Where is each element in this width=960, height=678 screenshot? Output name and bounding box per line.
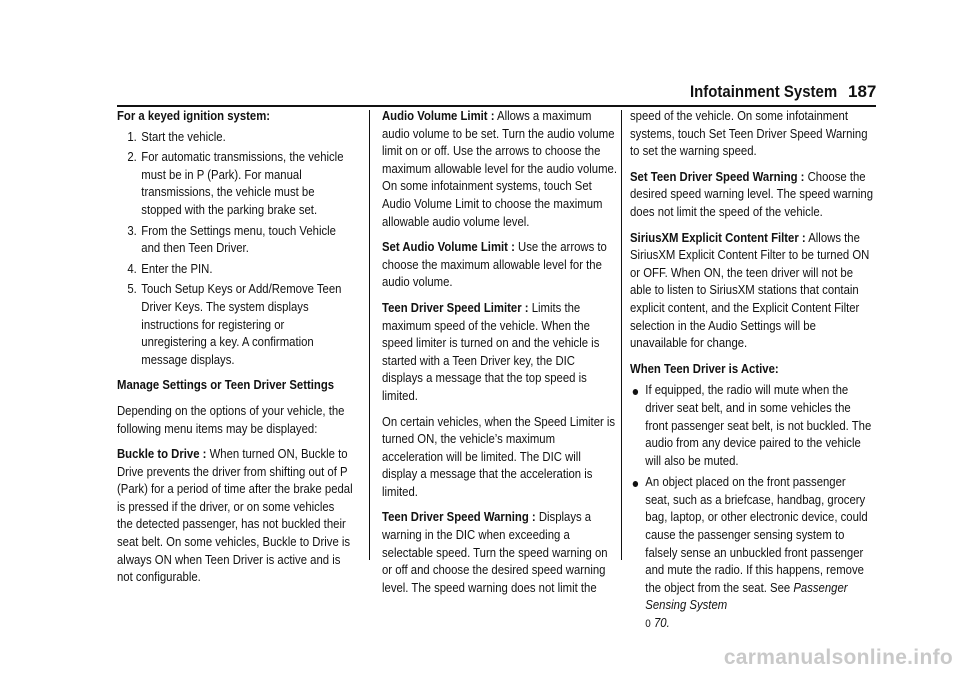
teen-driver-active-heading: When Teen Driver is Active:	[630, 361, 779, 376]
column-divider-2	[621, 110, 622, 560]
audio-volume-limit-term: Audio Volume Limit :	[382, 109, 495, 123]
buckle-to-drive-text: When turned ON, Buckle to Drive prevents the driver from shifting out of P (Park) for a period of time after the brake pedal is pressed if the driver, or on some vehicles the detected passenger, has not buckled their seat belt. On some vehicles, Buckle to Drive is always ON when Teen Driver is active and is not configurable.	[117, 447, 353, 585]
speed-limiter-term: Teen Driver Speed Limiter :	[382, 300, 529, 315]
list-item	[117, 281, 353, 369]
reference-page-number: 70.	[650, 616, 670, 631]
setup-steps-list	[117, 129, 353, 370]
list-item	[117, 129, 353, 147]
manage-settings-heading: Manage Settings or Teen Driver Settings	[117, 378, 335, 393]
speed-warning-term: Teen Driver Speed Warning :	[382, 510, 536, 525]
set-speed-warning-paragraph	[630, 169, 873, 222]
bullet-text: An object placed on the front passenger seat, such as a briefcase, handbag, grocery bag, laptop, or other electronic device, could cause the passenger sensing system to falsely sense an unbuckled front passenger and mute the radio. If this happens, remove the object from the seat. See	[645, 475, 868, 595]
speed-warning-continued: speed of the vehicle. On some infotainment systems, touch Set Teen Driver Speed Warning to set the warning speed.	[630, 109, 868, 159]
watermark: carmanualsonline.info	[723, 646, 953, 669]
audio-volume-limit-paragraph	[382, 108, 618, 231]
siriusxm-filter-term: SiriusXM Explicit Content Filter :	[630, 230, 806, 245]
keyed-ignition-heading: For a keyed ignition system:	[117, 109, 271, 123]
speed-limiter-paragraph	[382, 300, 618, 406]
column-3	[630, 108, 873, 638]
step-text: Start the vehicle.	[141, 129, 226, 144]
set-audio-volume-limit-text: Use the arrows to choose the maximum allowable level for the audio volume.	[382, 240, 607, 290]
list-item	[117, 149, 353, 219]
step-number: 3.	[127, 223, 137, 238]
speed-warning-text: Displays a warning in the DIC when exceeding a selectable speed. Turn the speed warning on or off and choose the desired speed warning level. The speed warning does not limit the	[382, 510, 608, 595]
step-text: Touch Setup Keys or Add/Remove Teen Driver Keys. The system displays instructions for registering or unregistering a key. A confirmation message displays.	[141, 282, 342, 367]
speed-warning-paragraph	[382, 509, 618, 597]
audio-volume-limit-text: Allows a maximum audio volume to be set. Turn the audio volume limit on or off. Use the arrows to choose the maximum allowable level for the audio volume. On some infotainment systems, touch Set Audio Volume Limit to choose the maximum allowable audio volume level.	[382, 109, 617, 229]
siriusxm-filter-paragraph	[630, 230, 873, 353]
speed-limiter-text: Limits the maximum speed of the vehicle. When the speed limiter is turned on and the vehicle is started with a Teen Driver key, the DIC displays a message that the top speed is limited.	[382, 300, 600, 403]
passenger-sensing-reference: Passenger Sensing System	[645, 580, 848, 613]
list-item	[630, 474, 873, 633]
header-title: Infotainment System	[690, 82, 838, 101]
step-number: 1.	[127, 129, 137, 144]
page-reference-icon: 0	[645, 618, 651, 631]
step-text: Enter the PIN.	[141, 261, 213, 276]
buckle-to-drive-paragraph	[117, 446, 353, 587]
set-speed-warning-term: Set Teen Driver Speed Warning :	[630, 169, 805, 184]
step-text: From the Settings menu, touch Vehicle and then Teen Driver.	[141, 223, 336, 256]
step-number: 4.	[127, 261, 137, 276]
bullet-icon	[633, 389, 638, 395]
set-speed-warning-text: Choose the desired speed warning level. The speed warning does not limit the speed of the vehicle.	[630, 169, 874, 219]
step-number: 2.	[127, 150, 137, 165]
set-audio-volume-limit-paragraph	[382, 239, 618, 292]
list-item	[117, 223, 353, 258]
bullet-icon	[633, 481, 638, 487]
buckle-to-drive-term: Buckle to Drive :	[117, 447, 207, 462]
siriusxm-filter-text: Allows the SiriusXM Explicit Content Filter to be turned ON or OFF. When ON, the teen driver will not be able to listen to SiriusXM stations that contain explicit content, and the Explicit Content Filter selection in the Audio Settings will be unavailable for change.	[630, 230, 870, 351]
column-divider-1	[369, 110, 370, 560]
list-item	[117, 261, 353, 279]
page-number: 187	[848, 82, 877, 101]
menu-items-intro: Depending on the options of your vehicle, the following menu items may be displayed:	[117, 403, 345, 436]
set-audio-volume-limit-term: Set Audio Volume Limit :	[382, 240, 515, 255]
column-1	[117, 108, 353, 595]
column-2	[382, 108, 618, 605]
step-number: 5.	[127, 282, 137, 297]
header-divider	[117, 105, 876, 107]
list-item	[630, 382, 873, 470]
bullet-text: If equipped, the radio will mute when the driver seat belt, and in some vehicles the front passenger seat belt, is not buckled. The audio from any device paired to the vehicle will also be muted.	[645, 383, 872, 468]
step-text: For automatic transmissions, the vehicle must be in P (Park). For manual transmissions, the vehicle must be stopped with the parking brake set.	[141, 150, 344, 217]
speed-limiter-note: On certain vehicles, when the Speed Limiter is turned ON, the vehicle’s maximum acceleration will be limited. The DIC will display a message that the acceleration is limited.	[382, 414, 616, 499]
